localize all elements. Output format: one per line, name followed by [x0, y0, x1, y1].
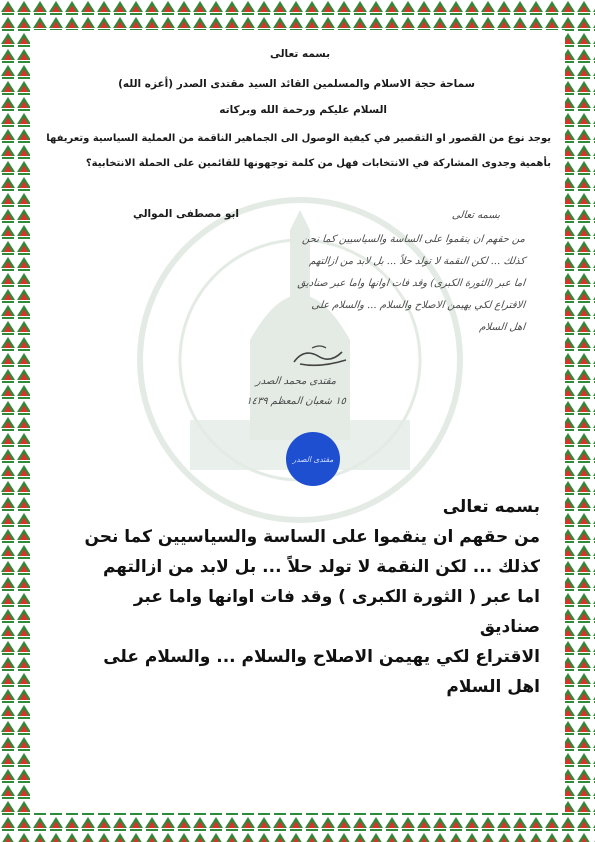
handwritten-basmala: بسمه تعالى — [451, 210, 501, 221]
typed-reply-line: الاقتراع لكي يهيمن الاصلاح والسلام ... والسلام على — [103, 647, 540, 667]
signature-mark — [290, 344, 350, 370]
greeting-line: السلام عليكم ورحمة الله وبركاته — [219, 104, 387, 116]
handwritten-line: اما عبر (الثورة الكبرى) وقد فات اوانها واما عبر صناديق — [297, 278, 526, 289]
question-line-1: يوجد نوع من القصور او التقصير في كيفية الوصول الى الجماهير الناقمة من العملية السياسية وتعريفها — [46, 133, 551, 144]
question-line-2: بأهمية وجدوى المشاركة في الانتخابات فهل من كلمة توجهونها للقائمين على الحملة الانتخابية؟ — [85, 158, 551, 169]
handwritten-line: من حقهم ان ينقموا على الساسة والسياسيين كما نحن — [301, 234, 526, 245]
seal-text: مقتدى الصدر — [292, 454, 334, 464]
typed-reply-line: بسمه تعالى — [442, 497, 540, 517]
handwritten-line: اهل السلام — [478, 322, 526, 333]
typed-reply-line: اما عبر ( الثورة الكبرى ) وقد فات اوانها واما عبر صناديق — [133, 587, 540, 637]
typed-reply-line: كذلك ... لكن النقمة لا تولد حلاً ... بل لابد من ازالتهم — [102, 557, 540, 577]
basmala-header: بسمه تعالى — [269, 48, 331, 60]
signature-name: مقتدى محمد الصدر — [255, 376, 337, 387]
typed-reply-line: اهل السلام — [446, 677, 540, 697]
sender-name: ابو مصطفى الموالي — [132, 208, 239, 220]
handwritten-line: الاقتراع لكي يهيمن الاصلاح والسلام ... والسلام على — [310, 300, 526, 311]
addressee-line: سماحة حجة الاسلام والمسلمين القائد السيد مقتدى الصدر (أعزه الله) — [118, 78, 475, 90]
typed-reply — [80, 492, 540, 702]
official-seal — [286, 432, 340, 486]
typed-reply-line: من حقهم ان ينقموا على الساسة والسياسيين كما نحن — [84, 527, 540, 547]
handwritten-line: كذلك ... لكن النقمة لا تولد حلاً ... بل لابد من ازالتهم — [308, 256, 526, 267]
signature-date: ١٥ شعبان المعظم ١٤٣٩ — [245, 396, 347, 407]
